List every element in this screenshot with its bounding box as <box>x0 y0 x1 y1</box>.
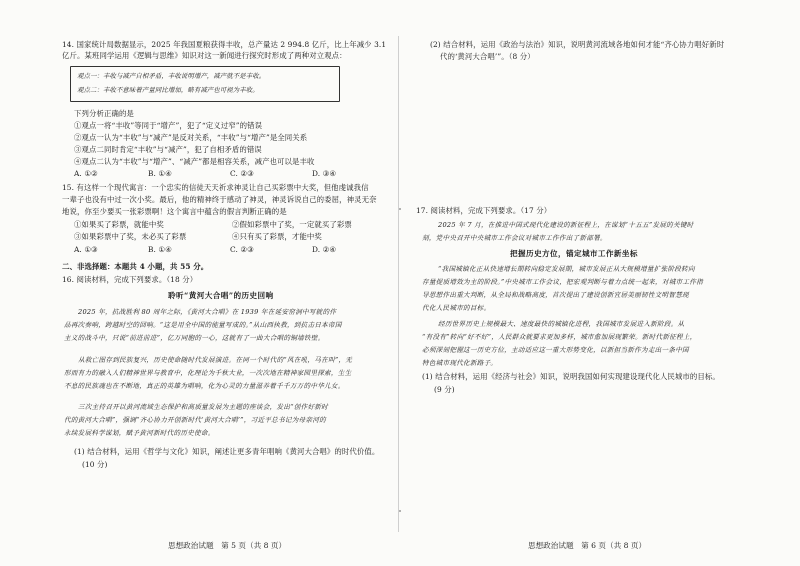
viewpoints-box <box>70 66 340 102</box>
q16-req-1: (1) 结合材料，运用《哲学与文化》知识，阐述让更多青年唱响《黄河大合唱》的时代价值。 <box>74 447 380 456</box>
q16-material-line: 不息的民族魂也在不断地，真正的英雄为唱响，化为心灵的力量滋养着千千万万的中华儿女。 <box>64 382 345 390</box>
page-footer-left: 思想政治试题 第 5 页（共 8 页） <box>168 541 287 550</box>
q14-option-3: ③观点二同时肯定“丰收”与“减产”，犯了自相矛盾的错误 <box>74 145 262 154</box>
q17-lead-line-2: 刻，党中央召开中央城市工作会议对城市工作作出了新部署。 <box>422 234 607 242</box>
q17-lead-line-1: 2025 年 7 月，在推进中国式现代化建设的新征程上，在谋划“十五五”发展的关键时 <box>438 221 694 229</box>
q16-material-line: 永续发展科学谋划，赋予黄河新时代的历史使命。 <box>64 429 215 437</box>
q17-material-line: 代化人民城市的目标。 <box>422 304 491 312</box>
q15-choice-d: D. ②④ <box>312 245 337 254</box>
q16-material-title: 聆听“黄河大合唱”的历史回响 <box>168 291 274 300</box>
q17-material-line: 导思想作出重大判断，从全局和战略高度，首次提出了建设创新宜居美丽韧性文明智慧现 <box>422 291 689 299</box>
q14-option-2: ②观点一认为“丰收”与“减产”是反对关系，“丰收”与“增产”是全同关系 <box>74 133 308 142</box>
q16-material-line: 品再次奏响，跨越时空的回响。“这是用全中国的能量写成的。”从山西执教，到抗击日本帝国 <box>64 321 342 329</box>
q16-req-2-line-2: 代的‘黄河大合唱’”。（8 分） <box>440 52 535 61</box>
q16-material-line: 代的黄河大合唱”，强调“齐心协力开创新时代‘黄河大合唱’”，习近平总书记为母亲河的 <box>64 416 326 424</box>
q16-req-1-score: (10 分) <box>82 460 108 469</box>
q14-option-4: ④观点二认为“丰收”与“增产”、“减产”都是相容关系，减产也可以是丰收 <box>74 157 315 166</box>
q16-material-line: 三次主持召开以黄河流域生态保护和高质量发展为主题的座谈会，发出“创作好新时 <box>78 403 328 411</box>
q16-material-line: 2025 年，抗战胜利 80 周年之际，《黄河大合唱》在 1939 年在延安窑洞中写就的作 <box>78 308 337 316</box>
q15-choice-a: A. ①③ <box>74 245 98 254</box>
q15-line-1: 15. 有这样一个现代寓言：一个忠实的信徒天天祈求神灵让自己买彩票中大奖，但他虔诚我信 <box>62 183 369 192</box>
q16-material-line: 形而有力的融入人们精神世界与教育中，化理论为千秋大业，一次次地在精神家园里探索，生生 <box>64 369 352 377</box>
q17-material-line: “我国城镇化正从快速增长期转向稳定发展期，城市发展正从大规模增量扩张阶段转向 <box>438 265 695 273</box>
viewpoint-2: 观点二：丰收不意味着产量同比增加，略有减产也可视为丰收。 <box>77 86 259 94</box>
q14-line-1: 14. 国家统计局数据显示，2025 年我国夏粮获得丰收，总产量达 2 994.8 亿斤，比上年减少 3.1 <box>62 40 387 49</box>
q16-material-line: 从救亡图存到民族复兴，历史使命随时代发展演进。在同一个时代的“风在吼，马在叫”，无 <box>78 356 353 364</box>
q14-prompt: 下列分析正确的是 <box>74 109 134 118</box>
q16-material-line: 主义的战斗中，只说“前进前进”，亿万同胞的一心，这就有了一曲大合唱的铜墙铁壁。 <box>64 334 325 342</box>
q15-opt-1: ①如果买了彩票，就能中奖 <box>74 220 164 229</box>
q15-opt-4: ④只有买了彩票，才能中奖 <box>232 232 322 241</box>
q17-material-line: 特色城市现代化新路子。 <box>422 359 498 367</box>
q15-opt-3: ③如果彩票中了奖，未必买了彩票 <box>74 232 187 241</box>
q17-material-line: 经历世界历史上规模最大、速度最快的城镇化进程，我国城市发展进入新阶段。从 <box>438 320 685 328</box>
right-page <box>400 0 800 566</box>
q17-intro: 17. 阅读材料，完成下列要求。（17 分） <box>416 206 552 215</box>
q14-line-2: 亿斤。某班同学运用《逻辑与思维》知识对这一新闻进行探究时形成了两种对立观点： <box>62 51 347 60</box>
q14-choice-b: B. ①④ <box>148 169 172 178</box>
q14-choice-a: A. ①② <box>74 169 98 178</box>
q17-req-1: (1) 结合材料，运用《经济与社会》知识，说明我国如何实现建设现代化人民城市的目标。 <box>422 372 720 381</box>
q16-intro: 16. 阅读材料，完成下列要求。（18 分） <box>62 275 198 284</box>
q15-line-3: 地说，你至少要买一张彩票啊！这个寓言中蕴含的假言判断正确的是 <box>62 207 287 216</box>
q14-choice-d: D. ③④ <box>312 169 337 178</box>
q17-material-title: 把握历史方位，锚定城市工作新坐标 <box>510 249 638 258</box>
q14-choice-c: C. ②③ <box>230 169 254 178</box>
viewpoint-1: 观点一：丰收与减产自相矛盾，丰收说明增产，减产就不是丰收。 <box>77 72 266 80</box>
q15-choice-b: B. ①④ <box>148 245 172 254</box>
section-2-heading: 二、非选择题：本题共 4 小题，共 55 分。 <box>62 262 209 271</box>
q17-material-line: “有没有”转向“好不好”，人民群众就要求更加多样，城市愈加展现繁荣。新时代新征程上， <box>422 333 697 341</box>
q15-choice-c: C. ②③ <box>230 245 254 254</box>
q15-line-2: 一辈子也没有中过一次小奖。最后，他的精神终于感动了神灵，神灵诉说自己的委屈，神灵无奈 <box>62 195 377 204</box>
q17-material-line: 存量提质增效为主的阶段。”中央城市工作会议，把宏观判断与着力点统一起来，对城市工作指 <box>422 278 703 286</box>
q14-option-1: ①观点一将“丰收”等同于“增产”，犯了“定义过窄”的错误 <box>74 121 263 130</box>
page-divider <box>398 36 399 532</box>
page-footer-right: 思想政治试题 第 6 页（共 8 页） <box>528 541 647 550</box>
q16-req-2-line-1: (2) 结合材料，运用《政治与法治》知识，说明黄河流域各地如何才能“齐心协力唱好新时 <box>430 40 725 49</box>
q17-material-line: 必须深刻把握这一历史方位，主动适应这一重大形势变化，以新担当新作为走出一条中国 <box>422 346 689 354</box>
left-page <box>0 0 392 566</box>
q17-req-1-score: (9 分) <box>434 385 455 394</box>
q15-opt-2: ②假如彩票中了奖，一定就买了彩票 <box>232 220 352 229</box>
